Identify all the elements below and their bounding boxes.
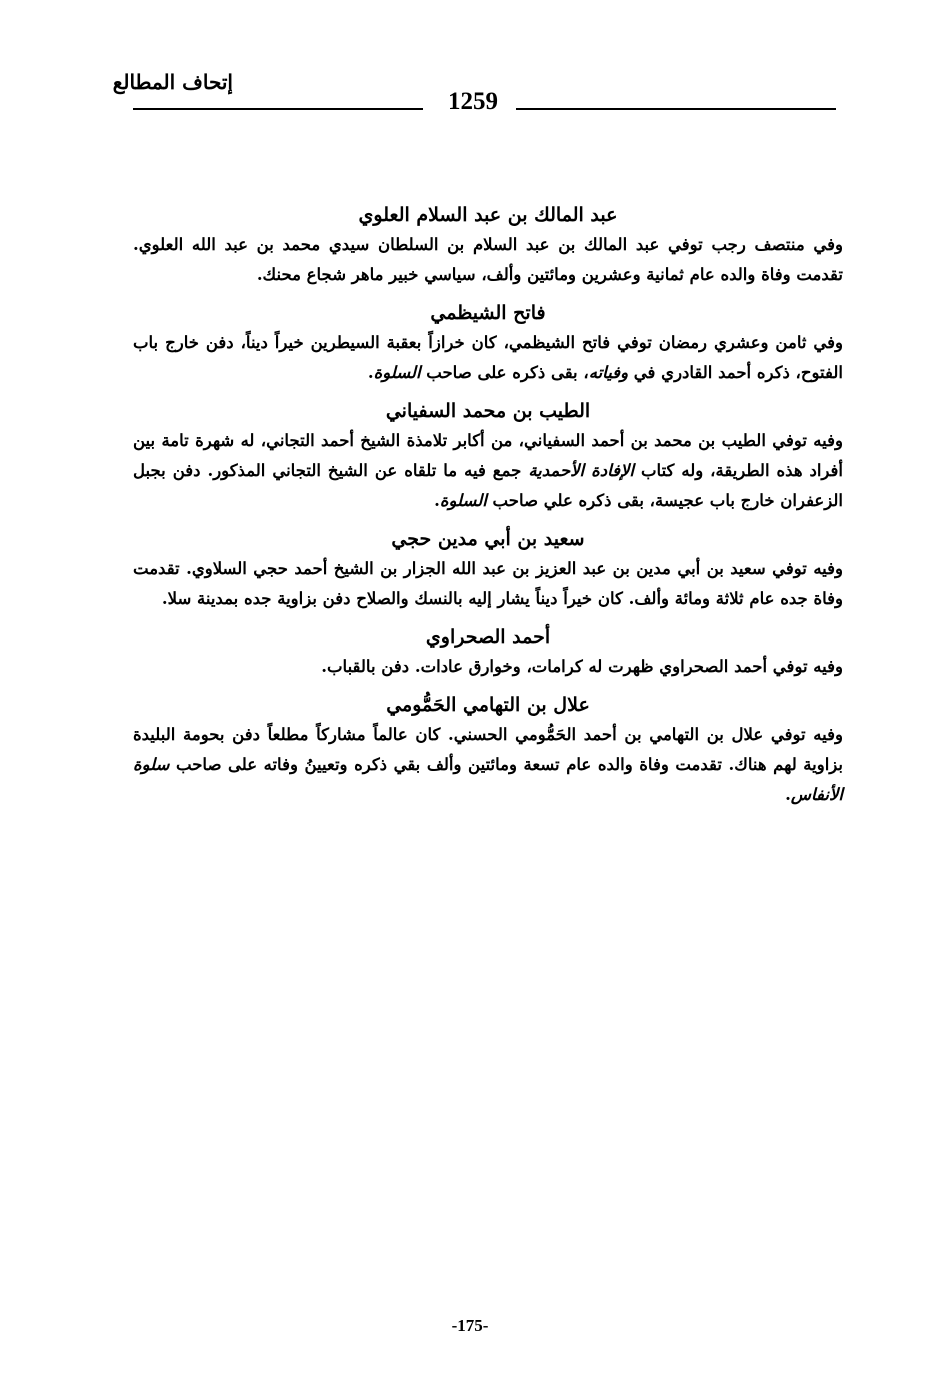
body-text: وفيه توفي علال بن التهامي بن أحمد الحَمُّومي الحسني. كان عالماً مشاركاً مطلعاً دفن بحومة البليدة بزاوية لهم هناك. تقدمت وفاة والده عام تسعة ومائتين وألف بقي ذكره وتعيينُ وفاته على صاحب xyxy=(133,725,843,774)
header-rule-left xyxy=(133,108,423,110)
page-content xyxy=(133,200,843,818)
body-text: . xyxy=(367,363,374,382)
entry-title: سعيد بن أبي مدين حجي xyxy=(391,528,585,550)
cited-work: وفياته xyxy=(588,363,629,382)
entry-body: وفيه توفي أحمد الصحراوي ظهرت له كرامات، وخوارق عادات. دفن بالقباب. xyxy=(321,657,843,676)
entry-title: فاتح الشيظمي xyxy=(430,302,546,324)
cited-work: السلوة xyxy=(373,363,421,382)
entry-body: وفي منتصف رجب توفي عبد المالك بن عبد السلام بن السلطان سيدي محمد بن عبد الله العلوي. تقدمت وفاة والده عام ثمانية وعشرين ومائتين وألف، سياسي خبير ماهر شجاع محنك. xyxy=(133,235,843,284)
header-rule-right xyxy=(516,108,836,110)
entry-title: عبد المالك بن عبد السلام العلوي xyxy=(358,204,618,226)
entry-title: الطيب بن محمد السفياني xyxy=(385,400,591,422)
body-text: جمع فيه ما تلقاه عن الشيخ التجاني المذكور. دفن بجبل الزعفران خارج باب عجيسة، بقى ذكره علي صاحب xyxy=(133,461,843,510)
body-text: . xyxy=(785,785,791,804)
running-title: إتحاف المطالع xyxy=(112,70,233,94)
entry-body xyxy=(133,426,843,516)
body-text: ، بقى ذكره على صاحب xyxy=(420,363,589,382)
body-text: وفيه توفي الطيب بن محمد بن أحمد السفياني، من أكابر تلامذة الشيخ أحمد التجاني، له شهرة تامة بين أفراد هذه الطريقة، وله كتاب xyxy=(133,431,844,480)
entry-body: وفيه توفي سعيد بن أبي مدين بن عبد العزيز بن عبد الله الجزار بن الشيخ أحمد حجي السلاوي. تقدمت وفاة جده عام ثلاثة ومائة وألف. كان خيراً ديناً يشار إليه بالنسك والصلاح دفن بزاوية جده بمدينة سلا. xyxy=(133,559,843,608)
cited-work: السلوة xyxy=(439,491,487,510)
entry-title: علال بن التهامي الحَمُّومي xyxy=(386,694,590,716)
entry-body xyxy=(133,328,843,388)
header-page-number: 1259 xyxy=(448,88,498,115)
body-text: وفي ثامن وعشري رمضان توفي فاتح الشيظمي، كان خرازاً بعقبة السيطرين خيراً ديناً، دفن خارج باب الفتوح، ذكره أحمد القادري في xyxy=(133,333,843,382)
body-text: . xyxy=(434,491,440,510)
entry-body xyxy=(133,720,843,810)
cited-work: سلوة الأنفاس xyxy=(133,755,843,804)
cited-work: الإفادة الأحمدية xyxy=(528,461,635,480)
footer-page-number: -175- xyxy=(451,1316,489,1335)
entry-title: أحمد الصحراوي xyxy=(425,626,551,648)
